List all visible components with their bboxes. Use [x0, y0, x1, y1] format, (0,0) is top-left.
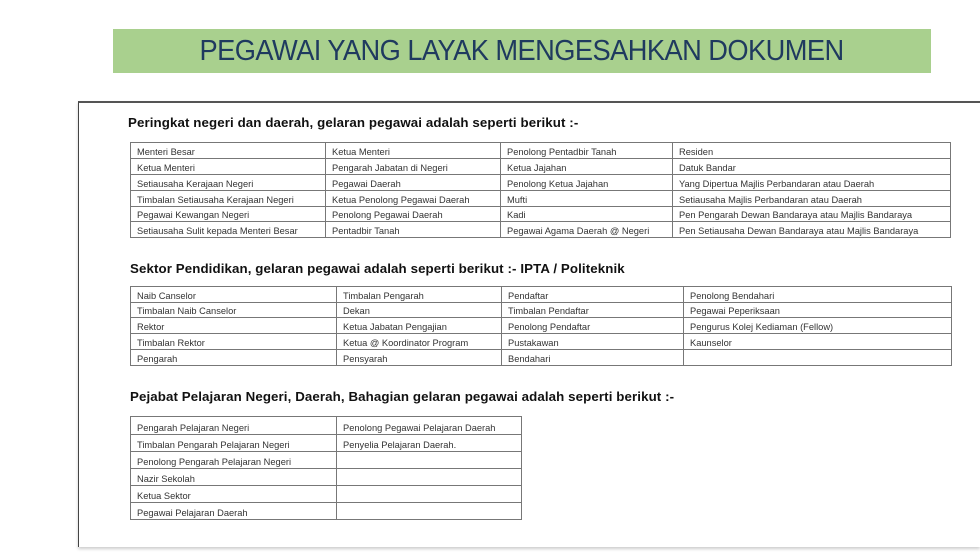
table-row — [131, 191, 951, 207]
table-cell: Kadi — [501, 207, 673, 222]
page-title: PEGAWAI YANG LAYAK MENGESAHKAN DOKUMEN — [199, 34, 845, 67]
table-cell: Ketua Jajahan — [501, 159, 673, 175]
table-row — [131, 417, 522, 435]
table-cell: Timbalan Setiausaha Kerajaan Negeri — [131, 191, 326, 207]
table-cell — [337, 503, 522, 520]
table-cell: Pegawai Peperiksaan — [684, 303, 952, 318]
table-row — [131, 486, 522, 503]
table-cell: Menteri Besar — [131, 143, 326, 159]
table-cell: Ketua Menteri — [131, 159, 326, 175]
table-cell: Pegawai Daerah — [326, 175, 501, 191]
table-cell: Setiausaha Majlis Perbandaran atau Daerah — [673, 191, 951, 207]
table-cell: Pengarah — [131, 350, 337, 366]
table-cell: Penolong Pengarah Pelajaran Negeri — [131, 452, 337, 469]
table-cell — [337, 452, 522, 469]
table-cell: Ketua Jabatan Pengajian — [337, 318, 502, 334]
table-cell: Pengarah Pelajaran Negeri — [131, 417, 337, 435]
table-cell: Bendahari — [502, 350, 684, 366]
table-cell: Nazir Sekolah — [131, 469, 337, 486]
table-cell: Pengurus Kolej Kediaman (Fellow) — [684, 318, 952, 334]
table-row — [131, 318, 952, 334]
table-cell: Pen Pengarah Dewan Bandaraya atau Majlis Bandaraya — [673, 207, 951, 222]
table-cell: Penolong Bendahari — [684, 287, 952, 303]
table-cell: Timbalan Pendaftar — [502, 303, 684, 318]
table-cell: Yang Dipertua Majlis Perbandaran atau Daerah — [673, 175, 951, 191]
table-row — [131, 207, 951, 222]
table-cell: Setiausaha Sulit kepada Menteri Besar — [131, 222, 326, 238]
table-cell: Penolong Pegawai Daerah — [326, 207, 501, 222]
table-cell: Penyelia Pelajaran Daerah. — [337, 435, 522, 452]
table-cell: Pendaftar — [502, 287, 684, 303]
table-cell: Dekan — [337, 303, 502, 318]
table-row — [131, 350, 952, 366]
table-cell: Penolong Pegawai Pelajaran Daerah — [337, 417, 522, 435]
table-cell: Timbalan Naib Canselor — [131, 303, 337, 318]
table-row — [131, 303, 952, 318]
table-row — [131, 469, 522, 486]
table-cell: Residen — [673, 143, 951, 159]
section-heading-education: Sektor Pendidikan, gelaran pegawai adalah seperti berikut :- IPTA / Politeknik — [130, 261, 625, 276]
table-cell: Pentadbir Tanah — [326, 222, 501, 238]
table-row — [131, 334, 952, 350]
table-row — [131, 222, 951, 238]
table-row — [131, 452, 522, 469]
table-cell: Naib Canselor — [131, 287, 337, 303]
table-row — [131, 287, 952, 303]
table-cell: Ketua @ Koordinator Program — [337, 334, 502, 350]
table-cell: Timbalan Pengarah — [337, 287, 502, 303]
table-cell: Ketua Sektor — [131, 486, 337, 503]
table-row — [131, 435, 522, 452]
table-education-office-officers — [130, 416, 522, 520]
table-cell: Pegawai Kewangan Negeri — [131, 207, 326, 222]
table-cell: Rektor — [131, 318, 337, 334]
table-cell: Pengarah Jabatan di Negeri — [326, 159, 501, 175]
table-cell: Pen Setiausaha Dewan Bandaraya atau Majlis Bandaraya — [673, 222, 951, 238]
table-cell — [337, 469, 522, 486]
table-cell: Pegawai Agama Daerah @ Negeri — [501, 222, 673, 238]
section-heading-education-office: Pejabat Pelajaran Negeri, Daerah, Bahagian gelaran pegawai adalah seperti berikut :- — [130, 389, 675, 404]
table-row — [131, 503, 522, 520]
table-cell: Ketua Penolong Pegawai Daerah — [326, 191, 501, 207]
table-cell: Pensyarah — [337, 350, 502, 366]
table-cell — [684, 350, 952, 366]
table-row — [131, 175, 951, 191]
table-row — [131, 159, 951, 175]
table-cell: Pustakawan — [502, 334, 684, 350]
table-row — [131, 143, 951, 159]
table-cell: Mufti — [501, 191, 673, 207]
table-cell: Timbalan Pengarah Pelajaran Negeri — [131, 435, 337, 452]
table-cell: Pegawai Pelajaran Daerah — [131, 503, 337, 520]
table-cell: Penolong Ketua Jajahan — [501, 175, 673, 191]
table-education-officers — [130, 286, 952, 366]
section-heading-state-district: Peringkat negeri dan daerah, gelaran pegawai adalah seperti berikut :- — [128, 115, 579, 130]
table-cell: Penolong Pentadbir Tanah — [501, 143, 673, 159]
table-cell: Datuk Bandar — [673, 159, 951, 175]
table-cell: Ketua Menteri — [326, 143, 501, 159]
table-cell — [337, 486, 522, 503]
table-cell: Penolong Pendaftar — [502, 318, 684, 334]
title-banner — [113, 29, 931, 73]
table-cell: Kaunselor — [684, 334, 952, 350]
table-state-district-officers — [130, 142, 951, 238]
table-cell: Timbalan Rektor — [131, 334, 337, 350]
table-cell: Setiausaha Kerajaan Negeri — [131, 175, 326, 191]
